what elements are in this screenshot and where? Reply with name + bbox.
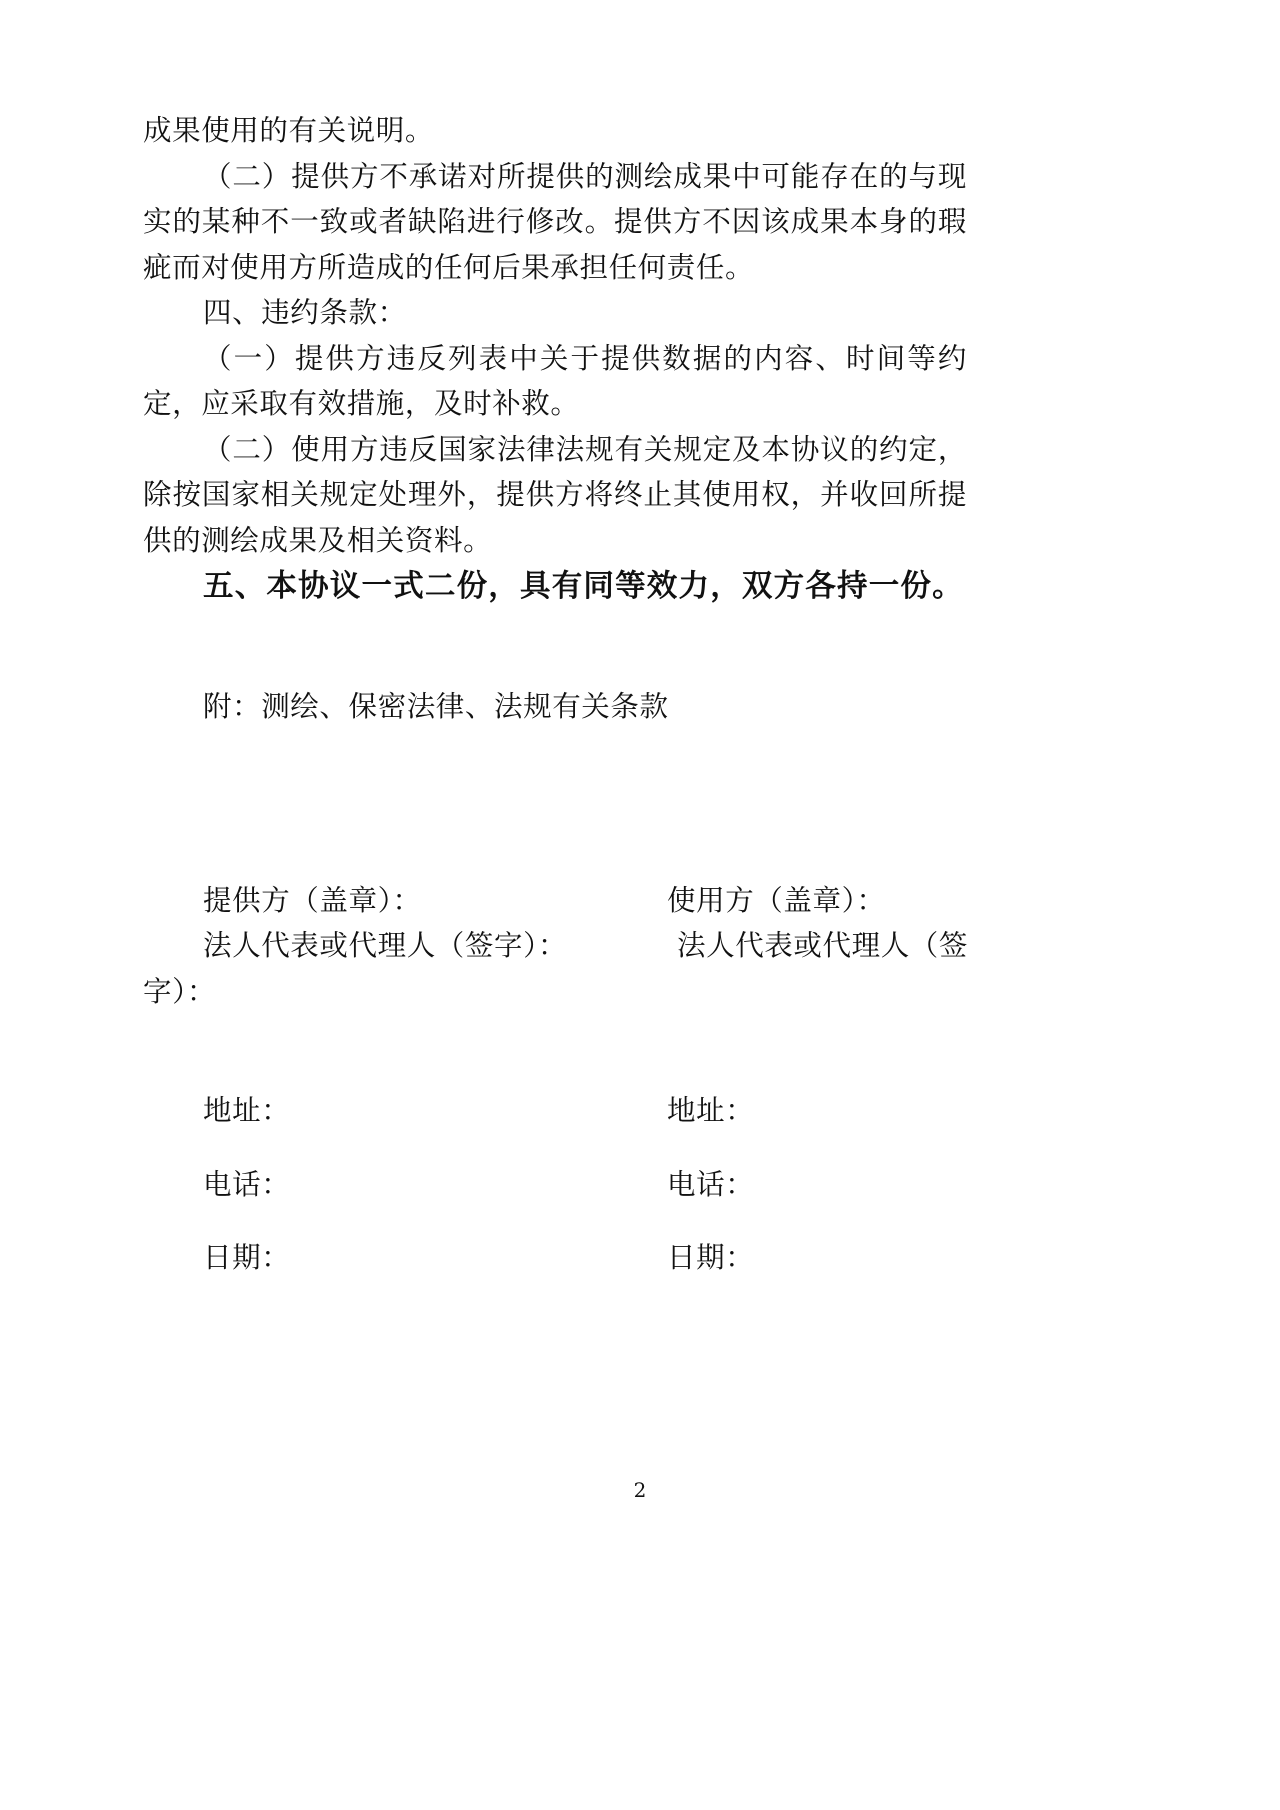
- user-representative-label: 法人代表或代理人（签: [677, 929, 969, 962]
- body-line-4: （一）提供方违反列表中关于提供数据的内容、时间等约定，应采取有效措施，及时补救。: [143, 341, 967, 420]
- spacer-after-clause-five: [143, 609, 967, 655]
- user-representative-label-wrap: 字）：: [143, 974, 217, 1008]
- page-number: 2: [633, 1478, 647, 1502]
- provider-phone-label: 电话：: [203, 1167, 291, 1201]
- spacer-before-contact: [143, 1014, 967, 1088]
- document-body: [143, 108, 967, 1281]
- body-line-3: 四、违约条款：: [203, 296, 407, 329]
- spacer-address-phone: [143, 1134, 967, 1162]
- signature-row-representative: [143, 923, 967, 969]
- body-line-1: 成果使用的有关说明。: [143, 114, 435, 147]
- provider-representative-label: 法人代表或代理人（签字）：: [203, 929, 568, 962]
- user-address-label: 地址：: [667, 1094, 755, 1127]
- body-line-5: （二）使用方违反国家法律法规有关规定及本协议的约定，除按国家相关规定处理外，提供方将终止其使用权，并收回所提供的测绘成果及相关资料。: [143, 432, 967, 557]
- user-seal-label: 使用方（盖章）：: [667, 883, 886, 917]
- body-line-6: 五、本协议一式二份，具有同等效力，双方各持一份。: [203, 568, 964, 604]
- signature-row-representative-wrap: [143, 969, 967, 1015]
- user-phone-label: 电话：: [667, 1167, 755, 1201]
- spacer-phone-date: [143, 1207, 967, 1235]
- contact-row-address: [143, 1088, 967, 1134]
- signature-row-seal: [143, 878, 967, 924]
- provider-address-label: 地址：: [203, 1094, 291, 1127]
- provider-seal-label: 提供方（盖章）：: [203, 883, 422, 917]
- attachment-note: 附：测绘、保密法律、法规有关条款: [203, 689, 669, 723]
- spacer-before-signatures: [143, 758, 967, 878]
- contact-row-date: [143, 1235, 967, 1281]
- provider-date-label: 日期：: [203, 1241, 291, 1274]
- signature-block: [143, 878, 967, 1281]
- user-date-label: 日期：: [667, 1241, 755, 1274]
- contact-row-phone: [143, 1162, 967, 1208]
- body-line-2: （二）提供方不承诺对所提供的测绘成果中可能存在的与现实的某种不一致或者缺陷进行修改。提供方不因该成果本身的瑕疵而对使用方所造成的任何后果承担任何责任。: [143, 159, 967, 284]
